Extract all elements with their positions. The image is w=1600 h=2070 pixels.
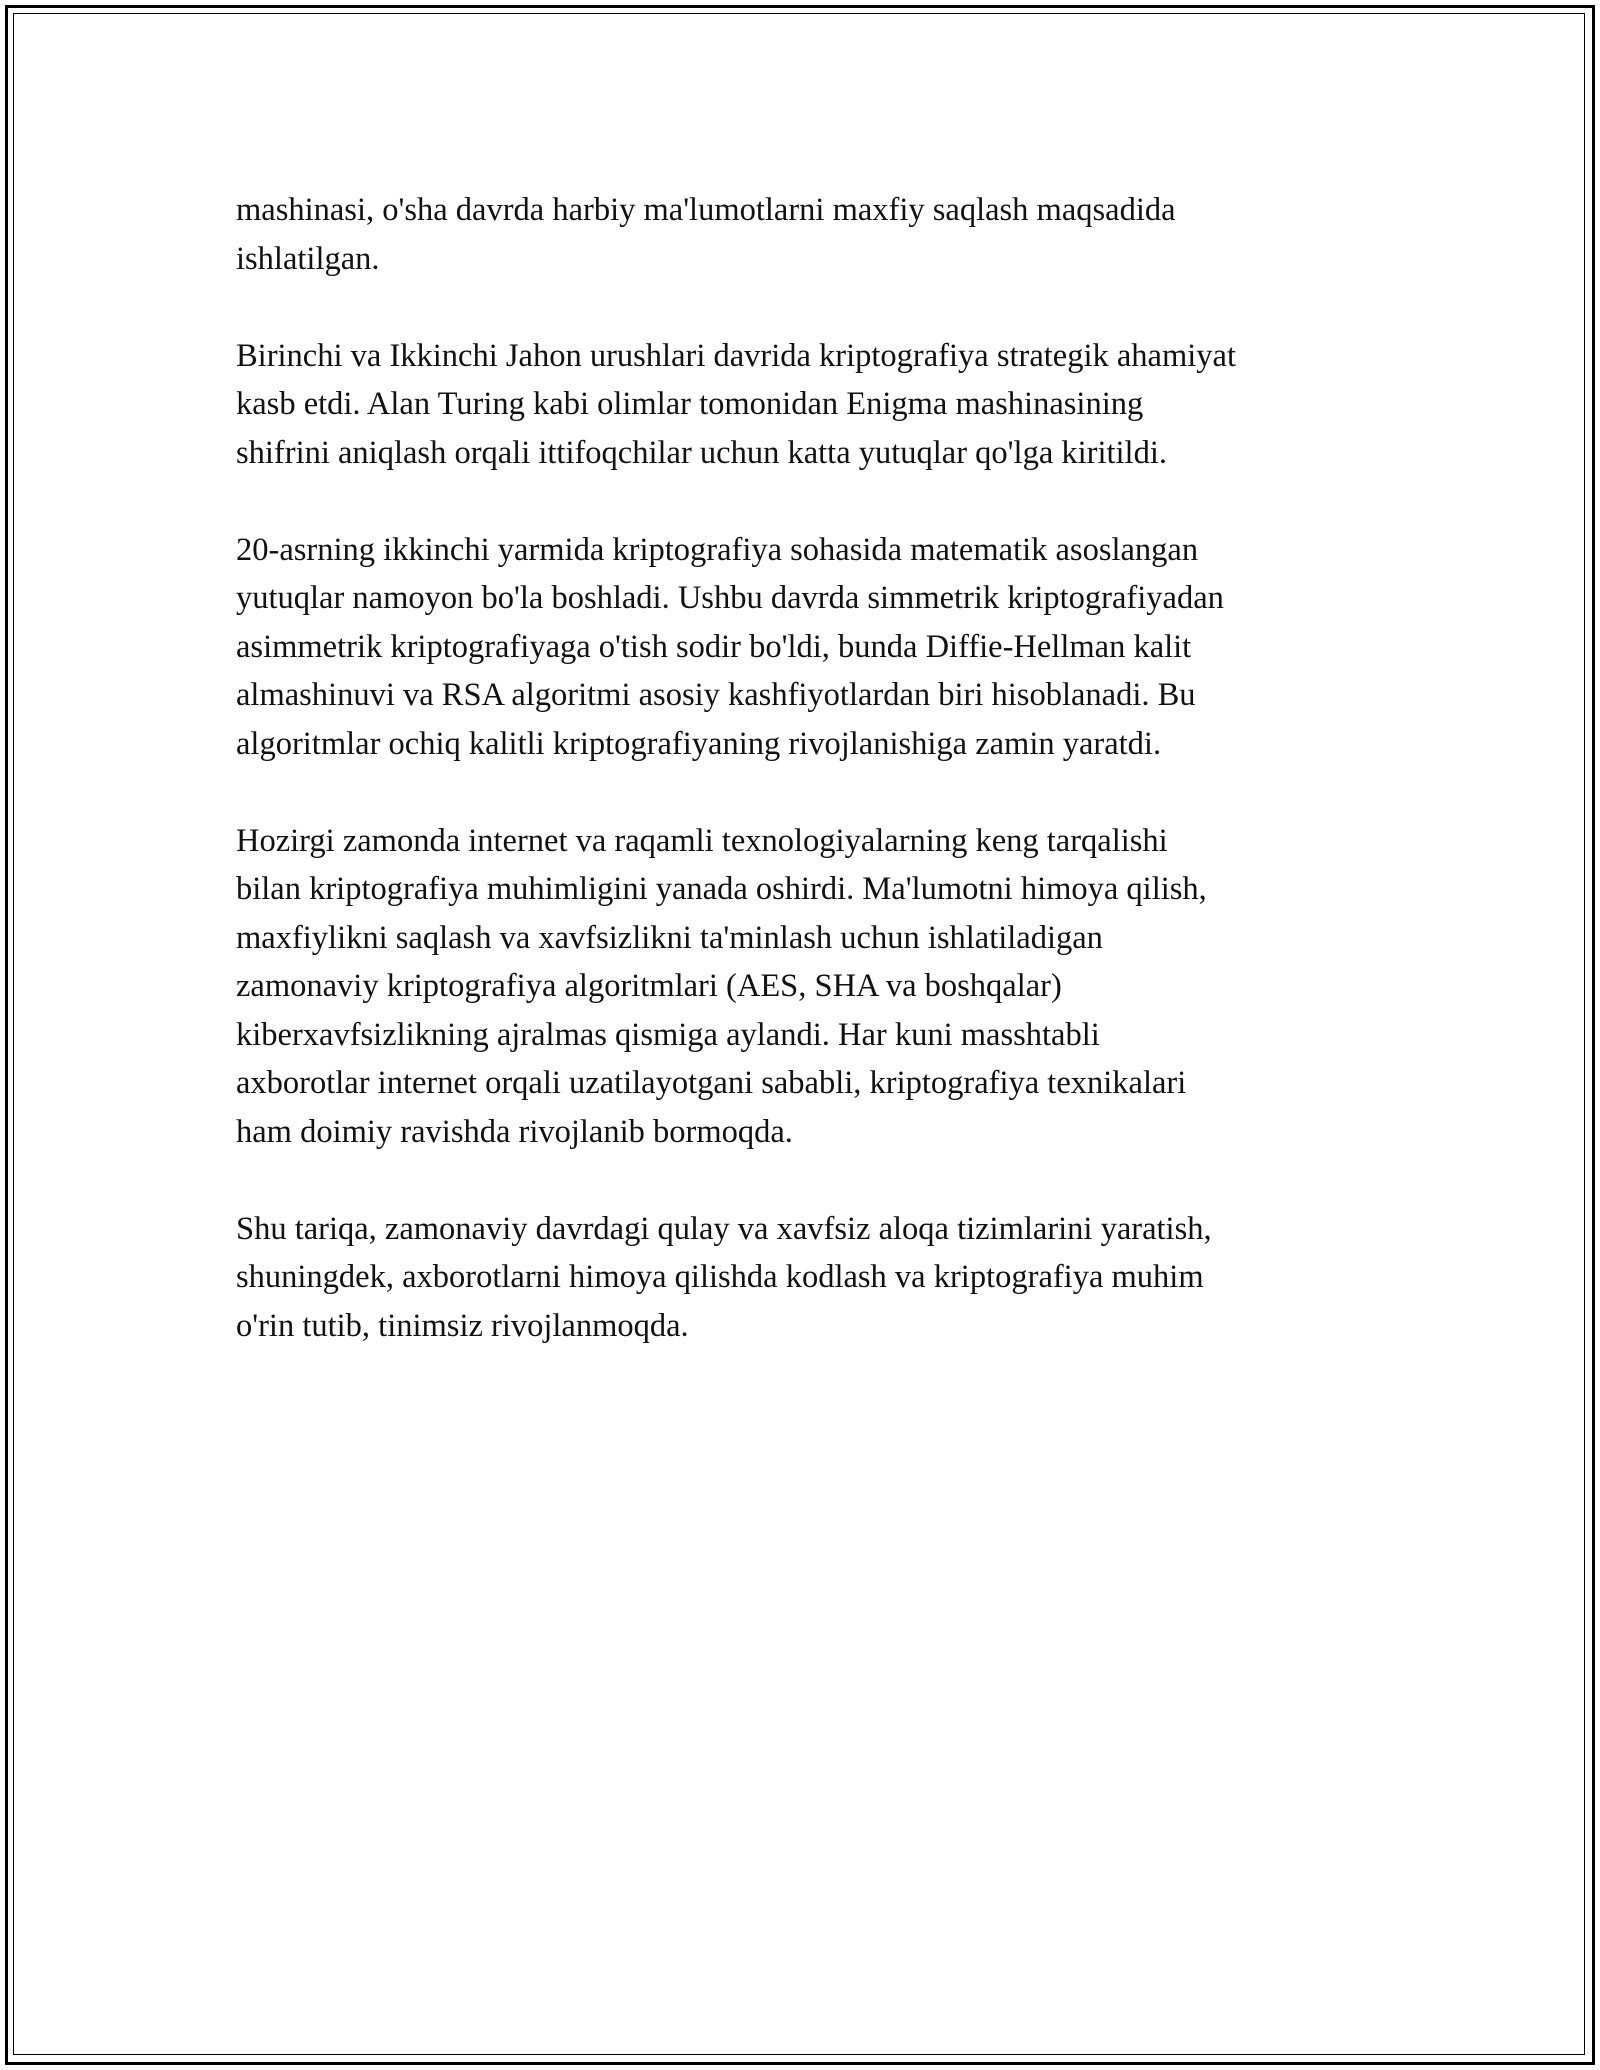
text-line: ishlatilgan. (236, 240, 380, 277)
text-line: Hozirgi zamonda internet va raqamli texnologiyalarning keng tarqalishi (236, 822, 1168, 859)
text-line: almashinuvi va RSA algoritmi asosiy kashfiyotlardan biri hisoblanadi. Bu (236, 677, 1196, 713)
text-line: Shu tariqa, zamonaviy davrdagi qulay va xavfsiz aloqa tizimlarini yaratish, (236, 1210, 1212, 1247)
paragraph-2 (236, 332, 1416, 478)
text-line: kasb etdi. Alan Turing kabi olimlar tomonidan Enigma mashinasining (236, 386, 1144, 422)
text-line: bilan kriptografiya muhimligini yanada oshirdi. Ma'lumotni himoya qilish, (236, 871, 1207, 907)
paragraph-1 (236, 186, 1416, 283)
paragraph-3 (236, 526, 1416, 769)
document-body (236, 186, 1416, 1399)
text-line: ham doimiy ravishda rivojlanib bormoqda. (236, 1113, 793, 1150)
text-line: o'rin tutib, tinimsiz rivojlanmoqda. (236, 1307, 689, 1344)
text-line: axborotlar internet orqali uzatilayotgani sababli, kriptografiya texnikalari (236, 1065, 1187, 1101)
paragraph-5 (236, 1205, 1416, 1351)
text-line: Birinchi va Ikkinchi Jahon urushlari davrida kriptografiya strategik ahamiyat (236, 337, 1236, 374)
text-line: maxfiylikni saqlash va xavfsizlikni ta'minlash uchun ishlatiladigan (236, 919, 1103, 956)
text-line: asimmetrik kriptografiyaga o'tish sodir bo'ldi, bunda Diffie-Hellman kalit (236, 628, 1192, 665)
text-line: algoritmlar ochiq kalitli kriptografiyaning rivojlanishiga zamin yaratdi. (236, 725, 1162, 762)
text-line: zamonaviy kriptografiya algoritmlari (AES, SHA va boshqalar) (236, 968, 1062, 1004)
paragraph-4 (236, 817, 1416, 1157)
text-line: shuningdek, axborotlarni himoya qilishda kodlash va kriptografiya muhim (236, 1259, 1204, 1295)
text-line: shifrini aniqlash orqali ittifoqchilar uchun katta yutuqlar qo'lga kiritildi. (236, 434, 1167, 471)
text-line: 20-asrning ikkinchi yarmida kriptografiya sohasida matematik asoslangan (236, 531, 1199, 568)
text-line: mashinasi, o'sha davrda harbiy ma'lumotlarni maxfiy saqlash maqsadida (236, 192, 1176, 228)
text-line: kiberxavfsizlikning ajralmas qismiga aylandi. Har kuni masshtabli (236, 1016, 1100, 1053)
text-line: yutuqlar namoyon bo'la boshladi. Ushbu davrda simmetrik kriptografiyadan (236, 580, 1224, 616)
